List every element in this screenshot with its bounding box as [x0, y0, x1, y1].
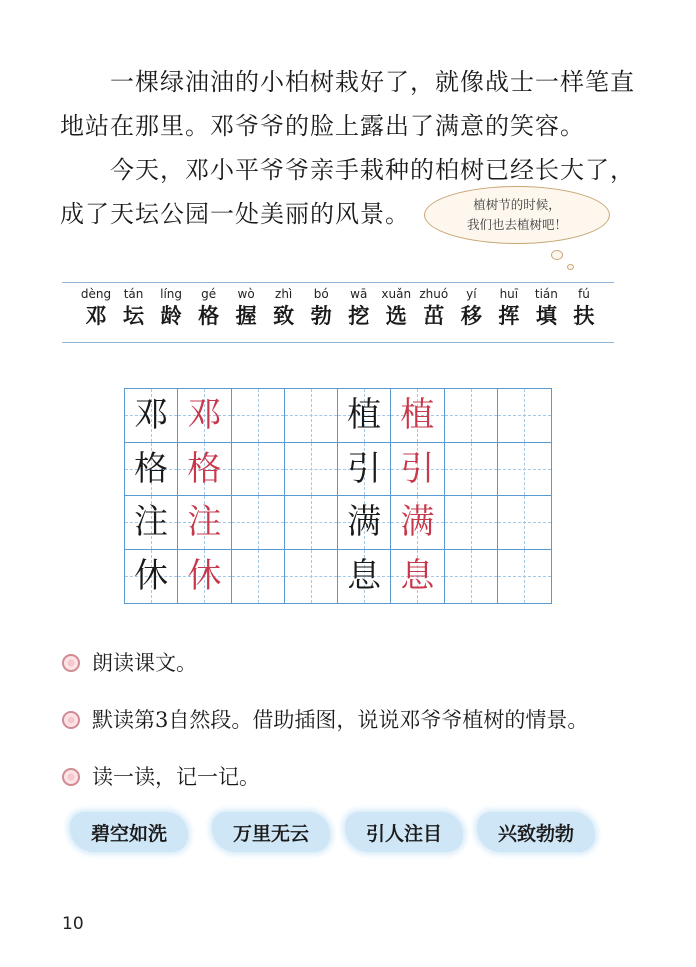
character-item: [418, 287, 450, 331]
thought-dot-large: [551, 250, 563, 260]
grid-cell-model: [125, 550, 178, 604]
paragraph-1: 一棵绿油油的小柏树栽好了，就像战士一样笔直地站在那里。邓爷爷的脸上露出了满意的笑容。: [60, 68, 635, 140]
hanzi: 致: [273, 303, 295, 328]
grid-cell-trace: [391, 389, 444, 443]
grid-character: 格: [134, 448, 169, 489]
grid-cell-empty: [285, 443, 338, 497]
grid-character: 引: [347, 448, 382, 489]
grid-character: 息: [347, 556, 382, 597]
hanzi: 挥: [498, 303, 520, 328]
grid-character: 休: [134, 556, 169, 597]
hanzi: 邓: [85, 303, 107, 328]
grid-cell-empty: [445, 550, 498, 604]
grid-cell-model: [125, 443, 178, 497]
pinyin: wò: [237, 287, 255, 301]
grid-cell-empty: [445, 496, 498, 550]
hanzi: 茁: [423, 303, 445, 328]
grid-character: 注: [187, 502, 222, 543]
character-item: [530, 287, 562, 331]
grid-cell-model: [338, 443, 391, 497]
writing-grid: [124, 388, 552, 604]
rule-bottom: [62, 342, 614, 343]
grid-cell-empty: [285, 550, 338, 604]
grid-cell-empty: [445, 443, 498, 497]
hanzi: 握: [235, 303, 257, 328]
character-item: [305, 287, 337, 331]
rule-top: [62, 282, 614, 283]
pinyin: zhì: [275, 287, 293, 301]
grid-cell-empty: [498, 496, 551, 550]
character-item: [230, 287, 262, 331]
grid-character: 格: [187, 448, 222, 489]
pinyin: zhuó: [419, 287, 449, 301]
grid-cell-empty: [232, 443, 285, 497]
grid-cell-empty: [232, 496, 285, 550]
grid-character: 满: [400, 502, 435, 543]
hanzi: 选: [385, 303, 407, 328]
hanzi: 勃: [310, 303, 332, 328]
pinyin: líng: [160, 287, 182, 301]
pinyin: tán: [123, 287, 144, 301]
hanzi: 龄: [160, 303, 182, 328]
word-cloud-2: 万里无云: [212, 812, 330, 852]
word-cloud-1: 碧空如洗: [70, 812, 188, 852]
grid-cell-model: [338, 496, 391, 550]
pinyin: dèng: [80, 287, 112, 301]
character-item: [80, 287, 112, 331]
flower-icon: [62, 654, 80, 672]
character-item: [568, 287, 600, 331]
grid-character: 息: [400, 556, 435, 597]
pinyin: xuǎn: [381, 287, 412, 301]
character-item: [455, 287, 487, 331]
speech-bubble-line-1: 植树节的时候，: [473, 197, 561, 212]
pinyin: wā: [350, 287, 368, 301]
hanzi: 扶: [573, 303, 595, 328]
word-cloud-3: 引人注目: [345, 812, 463, 852]
hanzi: 填: [535, 303, 557, 328]
hanzi: 移: [460, 303, 482, 328]
grid-cell-empty: [285, 496, 338, 550]
grid-cell-empty: [498, 389, 551, 443]
grid-cell-empty: [498, 443, 551, 497]
grid-cell-model: [338, 550, 391, 604]
grid-character: 休: [187, 556, 222, 597]
pinyin: huī: [499, 287, 519, 301]
task-3-text: 读一读，记一记。: [92, 765, 260, 789]
grid-cell-empty: [445, 389, 498, 443]
pinyin: fú: [577, 287, 590, 301]
grid-cell-model: [125, 389, 178, 443]
character-item: [380, 287, 412, 331]
grid-cell-empty: [285, 389, 338, 443]
pinyin: gé: [201, 287, 217, 301]
grid-cell-model: [125, 496, 178, 550]
page-number: 10: [62, 914, 84, 934]
grid-cell-empty: [232, 389, 285, 443]
grid-character: 满: [347, 502, 382, 543]
grid-character: 植: [347, 395, 382, 436]
task-1: [62, 648, 197, 678]
grid-cell-empty: [232, 550, 285, 604]
new-characters-row: [80, 287, 600, 331]
grid-cell-model: [338, 389, 391, 443]
hanzi: 格: [198, 303, 220, 328]
speech-bubble: [424, 186, 610, 244]
character-item: [268, 287, 300, 331]
hanzi: 挖: [348, 303, 370, 328]
pinyin: tián: [534, 287, 558, 301]
grid-character: 注: [134, 502, 169, 543]
character-item: [343, 287, 375, 331]
pinyin: yí: [466, 287, 477, 301]
character-item: [193, 287, 225, 331]
speech-bubble-text: [425, 195, 609, 235]
grid-cell-trace: [391, 550, 444, 604]
grid-cell-trace: [178, 443, 231, 497]
task-2-text: 默读第3自然段。借助插图，说说邓爷爷植树的情景。: [92, 708, 589, 732]
grid-character: 邓: [134, 395, 169, 436]
grid-character: 植: [400, 395, 435, 436]
speech-bubble-line-2: 我们也去植树吧！: [466, 217, 567, 232]
task-2: [62, 705, 588, 735]
thought-dot-small: [567, 264, 574, 270]
character-item: [155, 287, 187, 331]
grid-character: 邓: [187, 395, 222, 436]
character-item: [118, 287, 150, 331]
grid-cell-trace: [178, 496, 231, 550]
flower-icon: [62, 711, 80, 729]
hanzi: 坛: [123, 303, 145, 328]
grid-cell-empty: [498, 550, 551, 604]
grid-cell-trace: [391, 443, 444, 497]
word-cloud-4: 兴致勃勃: [477, 812, 595, 852]
flower-icon: [62, 768, 80, 786]
grid-cell-trace: [178, 389, 231, 443]
character-item: [493, 287, 525, 331]
paragraph-2: 今天，邓小平爷爷亲手栽种的柏树已经长大了，成了天坛公园一处美丽的风景。: [60, 156, 635, 228]
task-3: [62, 762, 260, 792]
grid-cell-trace: [178, 550, 231, 604]
grid-cell-trace: [391, 496, 444, 550]
pinyin: bó: [313, 287, 329, 301]
task-1-text: 朗读课文。: [92, 651, 197, 675]
grid-character: 引: [400, 448, 435, 489]
